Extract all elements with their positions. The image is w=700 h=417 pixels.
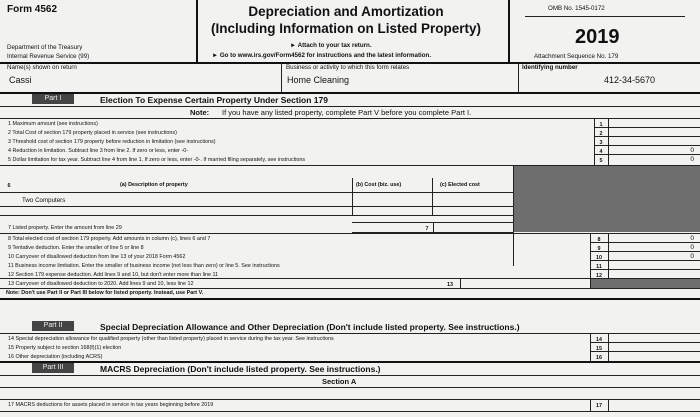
- line9-rule: [590, 251, 700, 252]
- line2-number: 2: [599, 131, 603, 137]
- line8-number: 8: [597, 237, 601, 243]
- line13-shaded: [591, 279, 700, 288]
- line10-text: 10 Carryover of disallowed deduction from line 13 of your 2018 Form 4562: [8, 254, 186, 260]
- line8-text: 8 Total elected cost of section 179 property. Add amounts in column (c), lines 6 and 7: [8, 236, 211, 242]
- line3-rule: [594, 145, 700, 146]
- irs-label: Internal Revenue Service (99): [7, 53, 90, 60]
- part3-title-rule: [0, 375, 700, 376]
- line6-row1-description[interactable]: Two Computers: [22, 197, 66, 204]
- line1-rule: [594, 127, 700, 128]
- goto-instruction: ► Go to www.irs.gov/Form4562 for instructions and the latest information.: [212, 52, 432, 59]
- department-label: Department of the Treasury: [7, 44, 83, 51]
- line8-rule: [590, 242, 700, 243]
- line14-number: 14: [596, 337, 602, 343]
- header-divider-left: [196, 0, 198, 62]
- line6-row1-rule: [0, 206, 513, 207]
- part1-bottom-rule: [0, 298, 700, 300]
- line8-amount[interactable]: 0: [690, 235, 694, 242]
- line4-rule: [594, 154, 700, 155]
- part1-note-text: If you have any listed property, complete Part V before you complete Part I.: [222, 108, 472, 117]
- line14-text: 14 Special depreciation allowance for qualified property (other than listed property) placed in service during the tax year. See instructions: [8, 336, 334, 342]
- line4-text: 4 Reduction in limitation. Subtract line 3 from line 2. If zero or less, enter -0-: [8, 148, 189, 154]
- line3-text: 3 Threshold cost of section 179 property before reduction in limitation (see instructions): [8, 139, 216, 145]
- line11-rule: [590, 269, 700, 270]
- line17-text: 17 MACRS deductions for assets placed in service in tax years beginning before 2019: [8, 402, 214, 408]
- line6-row2-rule: [0, 215, 513, 216]
- part2-amount-col-left: [608, 334, 609, 361]
- line13-number: 13: [447, 282, 453, 288]
- line2-rule: [594, 136, 700, 137]
- taxpayer-name[interactable]: Cassi: [9, 75, 32, 85]
- line9-amount[interactable]: 0: [690, 244, 694, 251]
- line4-amount[interactable]: 0: [690, 147, 694, 154]
- line17-number-col-left: [590, 399, 591, 411]
- line3-number: 3: [599, 140, 603, 146]
- line9-number: 9: [597, 246, 601, 252]
- form-number: Form 4562: [7, 4, 58, 15]
- line10-number: 10: [596, 255, 602, 261]
- line15-number: 15: [596, 346, 602, 352]
- omb-number: OMB No. 1545-0172: [548, 5, 605, 12]
- line15-rule: [590, 351, 700, 352]
- names-label: Name(s) shown on return: [7, 64, 77, 71]
- section-a-heading: Section A: [322, 377, 357, 386]
- line5-number: 5: [599, 158, 603, 164]
- line4-number: 4: [599, 149, 603, 155]
- header-divider-right: [508, 0, 510, 62]
- line12-text: 12 Section 179 expense deduction. Add lines 9 and 10, but don't enter more than line 11: [8, 272, 219, 278]
- line10-amount[interactable]: 0: [690, 253, 694, 260]
- attachment-sequence: Attachment Sequence No. 179: [534, 53, 619, 60]
- number-col-left: [590, 234, 591, 288]
- part3-label: Part III: [32, 363, 74, 373]
- part1-bottom-note: Note: Don't use Part II or Part III below for listed property. Instead, use Part V.: [6, 290, 204, 296]
- line11-text: 11 Business income limitation. Enter the smaller of business income (not less than zero) or line 5. See instructions: [8, 263, 280, 269]
- form-title-line1: Depreciation and Amortization: [248, 4, 444, 19]
- business-activity[interactable]: Home Cleaning: [287, 75, 350, 85]
- line16-number: 16: [596, 355, 602, 361]
- line11-number: 11: [596, 264, 602, 270]
- line6-header-rule: [0, 192, 513, 193]
- shaded-block-lines-6-7: [514, 166, 700, 232]
- line13-box-left: [460, 279, 461, 288]
- goto-text: Go to www.irs.gov/Form4562 for instructions and the latest information.: [219, 52, 432, 59]
- line17-amount-col-left: [608, 399, 609, 411]
- part1-note-rule: [0, 118, 700, 119]
- line6-col-b-divider: [352, 178, 353, 215]
- amount-col-left-2: [608, 234, 609, 279]
- col-a-header: (a) Description of property: [120, 182, 188, 188]
- line1-text: 1 Maximum amount (see instructions): [8, 121, 98, 127]
- business-id-divider: [518, 63, 519, 92]
- name-row-bottom-rule: [0, 92, 700, 94]
- part2-title: Special Depreciation Allowance and Other Depreciation (Don't include listed property. See instructions.): [100, 322, 520, 332]
- amount-col-left-1: [608, 119, 609, 165]
- line15-text: 15 Property subject to section 168(f)(1) election: [8, 345, 122, 351]
- part2-bottom-rule: [0, 361, 700, 363]
- line1-number: 1: [599, 122, 603, 128]
- part2-label: Part II: [32, 321, 74, 331]
- part1-title-rule: [0, 106, 700, 107]
- identifying-number[interactable]: 412-34-5670: [604, 75, 656, 85]
- name-business-divider: [281, 63, 282, 92]
- line17-top-rule: [0, 399, 700, 400]
- line14-rule: [590, 342, 700, 343]
- line5-amount[interactable]: 0: [690, 156, 694, 163]
- col-c-header: (c) Elected cost: [440, 182, 480, 188]
- line16-text: 16 Other depreciation (including ACRS): [8, 354, 103, 360]
- line2-text: 2 Total Cost of section 179 property placed in service (see instructions): [8, 130, 177, 136]
- line17-number: 17: [596, 403, 602, 409]
- part1-label: Part I: [32, 94, 74, 104]
- part2-number-col-left: [590, 334, 591, 361]
- line7-text: 7 Listed property. Enter the amount from line 29: [8, 225, 122, 231]
- identifying-number-label: Identifying number: [522, 64, 578, 71]
- line9-text: 9 Tentative deduction. Enter the smaller of line 5 or line 8: [8, 245, 144, 251]
- line13-text: 13 Carryover of disallowed deduction to 2020. Add lines 9 and 10, less line 12: [8, 281, 194, 287]
- line6-col-c-divider: [432, 178, 433, 215]
- line5-text: 5 Dollar limitation for tax year. Subtract line 4 from line 1. If zero or less, enter -0-. If married filing separately, see instructions: [8, 157, 306, 163]
- attach-instruction: ► Attach to your tax return.: [290, 42, 372, 49]
- number-col-left-top: [594, 119, 595, 165]
- line7-number: 7: [425, 226, 429, 232]
- line7-full-rule: [0, 233, 700, 234]
- form-title-line2: (Including Information on Listed Property): [211, 21, 481, 36]
- part1-title: Election To Expense Certain Property Under Section 179: [100, 95, 328, 105]
- tax-year: 2019: [575, 26, 620, 48]
- line17-bottom-rule: [0, 411, 700, 412]
- col-b-header: (b) Cost (biz. use): [356, 182, 402, 188]
- line13-rule: [0, 288, 700, 289]
- part2-title-rule: [0, 333, 700, 334]
- attach-text: Attach to your tax return.: [297, 42, 372, 49]
- part1-note-label: Note:: [190, 108, 210, 117]
- line7-box-divider: [433, 222, 434, 232]
- line6-number: 6: [7, 183, 11, 189]
- line10-rule: [590, 260, 700, 261]
- business-label: Business or activity to which this form relates: [286, 64, 410, 71]
- part3-title: MACRS Depreciation (Don't include listed property. See instructions.): [100, 364, 381, 374]
- line12-number: 12: [596, 273, 602, 279]
- section-a-rule: [0, 387, 700, 388]
- omb-underline: [525, 16, 685, 17]
